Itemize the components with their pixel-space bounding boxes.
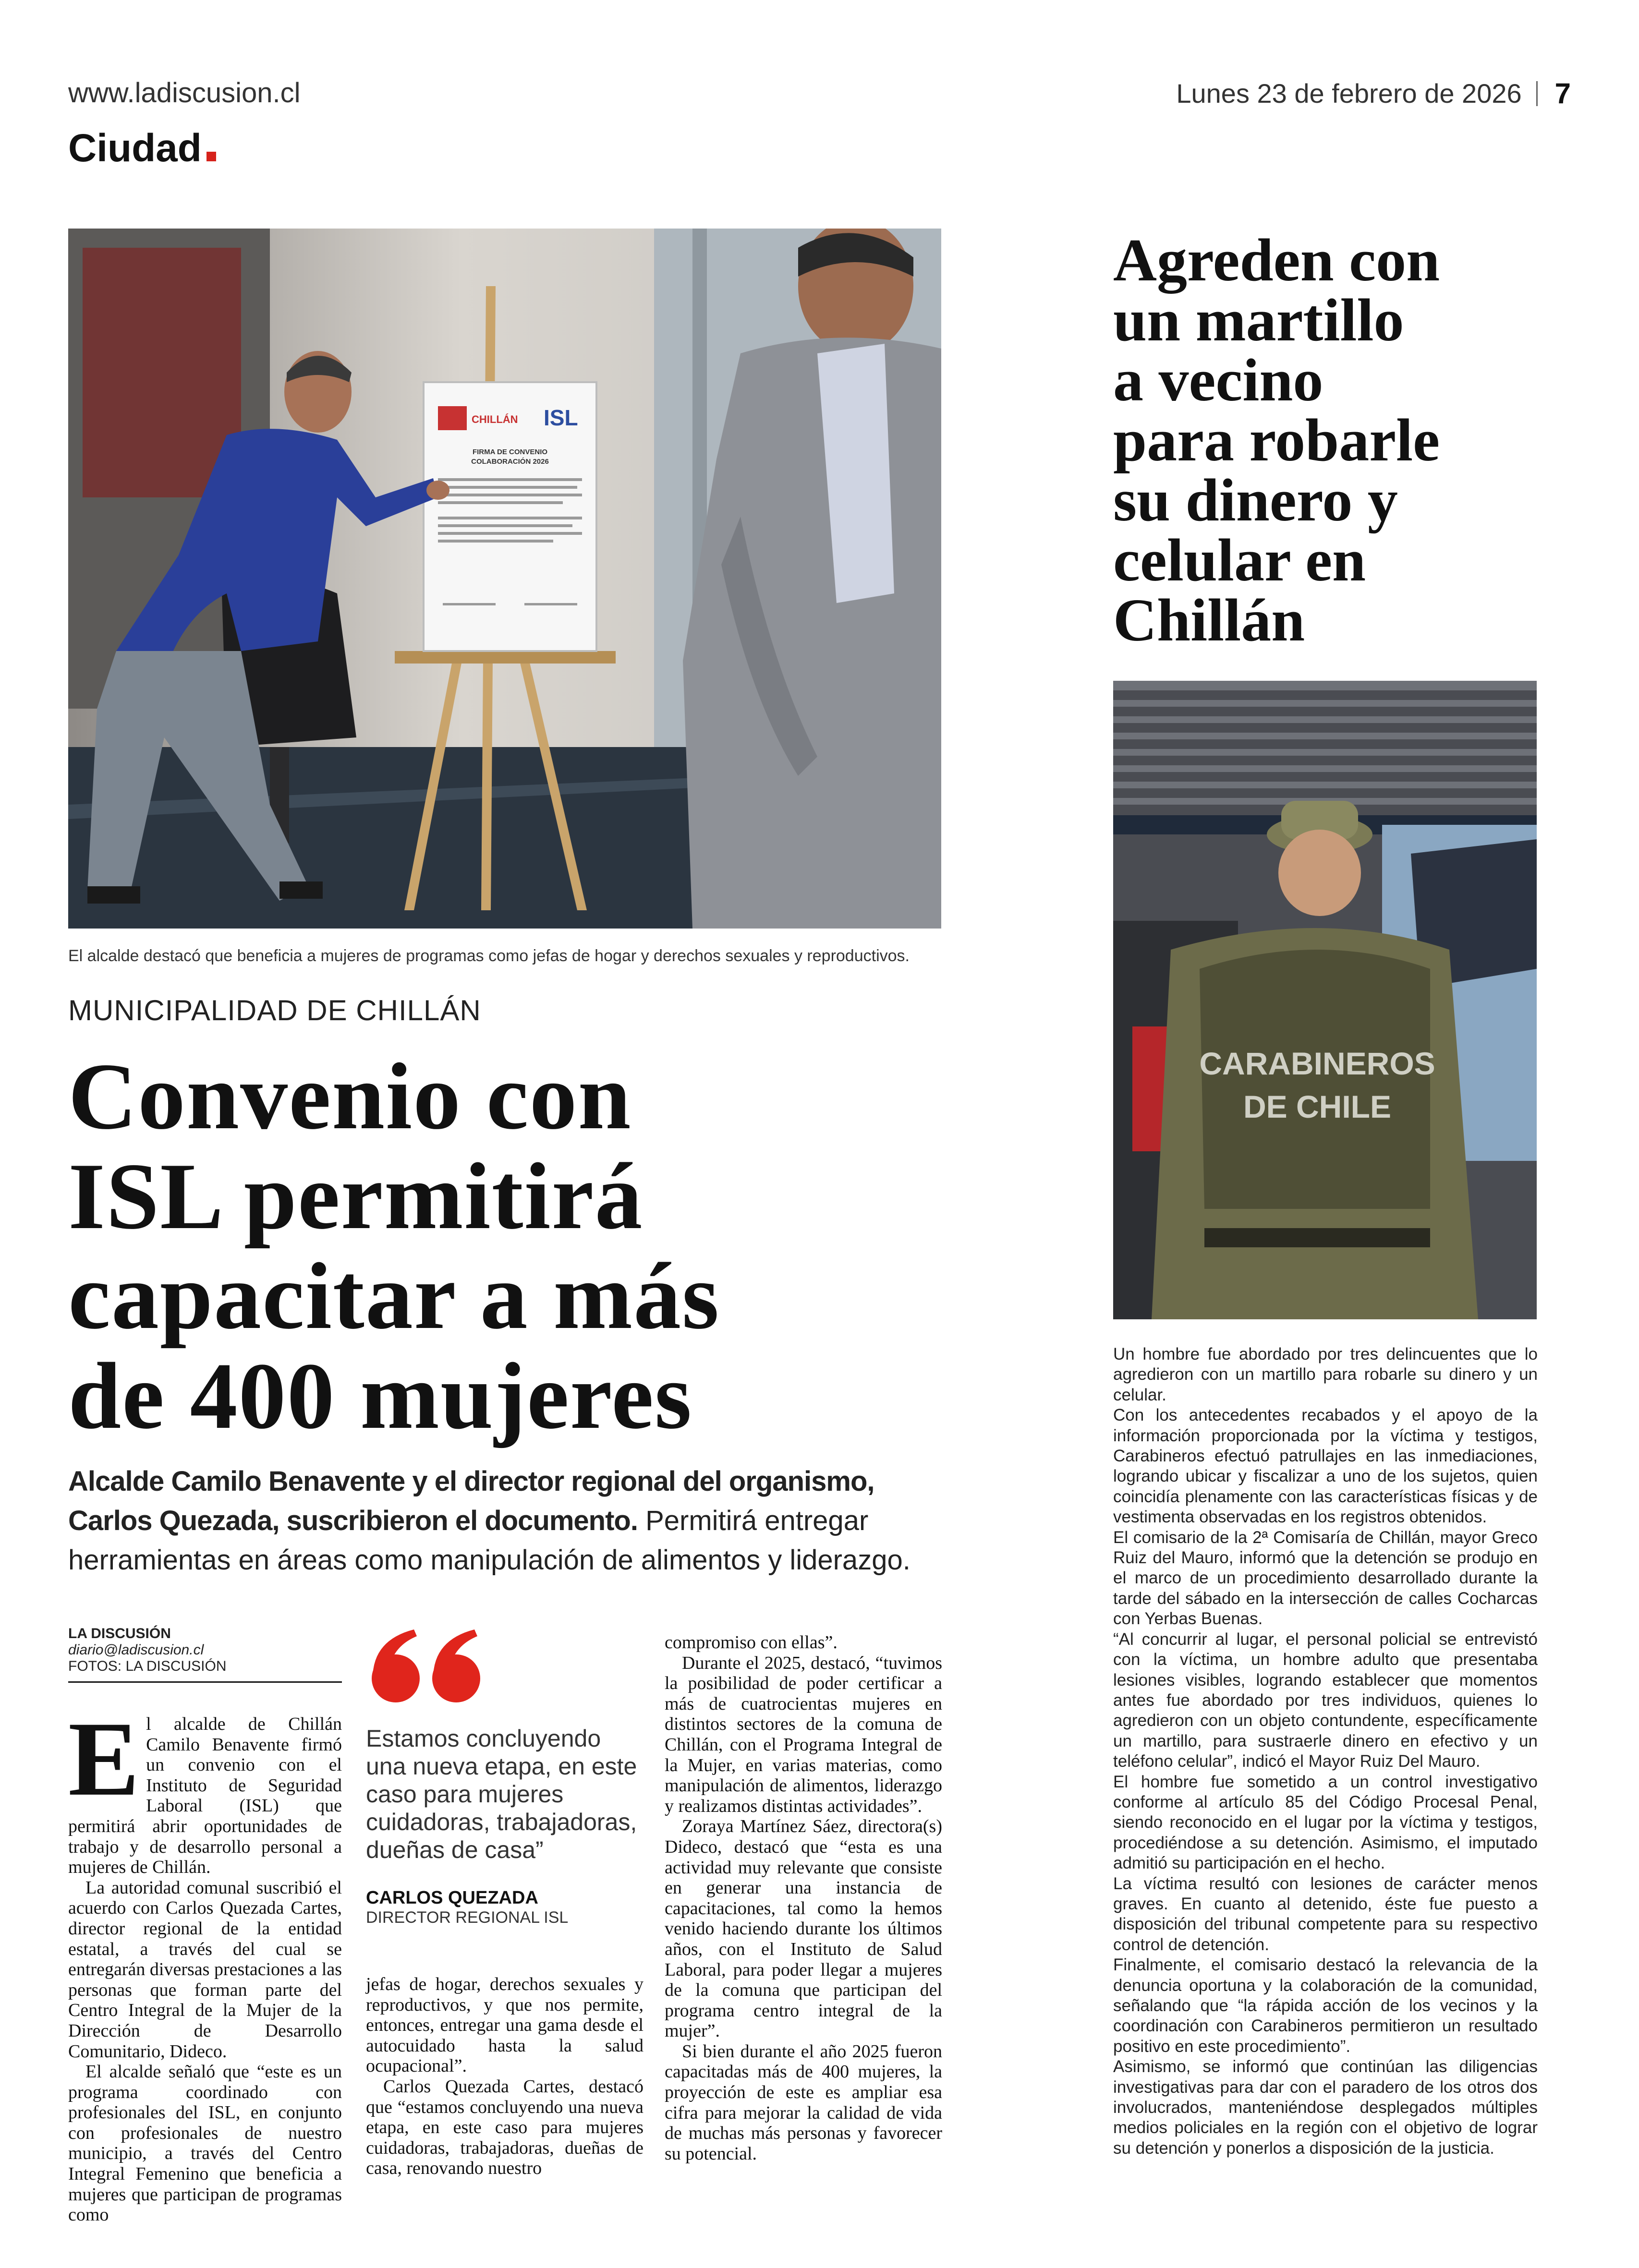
pull-quote [366, 1626, 643, 1927]
side-photo [1113, 681, 1537, 1319]
sign-title-1: FIRMA DE CONVENIO [472, 448, 548, 456]
side-headline-line: celular en [1113, 527, 1366, 594]
section-accent-dot [206, 152, 216, 161]
drop-cap: E [68, 1700, 140, 1818]
paragraph: La autoridad comunal suscribió el acuerdo con Carlos Quezada Cartes, director regional de la entidad estatal, a través del cual se entregarán diversas prestaciones a las personas que forman parte del Centro Integral de la Mujer de la Dirección de Desarrollo Comunitario, Dideco. [68, 1877, 342, 2062]
side-headline-line: Agreden con [1113, 227, 1440, 294]
section-label [68, 126, 216, 171]
quote-mark-icon [366, 1626, 491, 1702]
paragraph: El alcalde señaló que “este es un programa coordinado con profesionales del ISL, en conjunto con profesionales de nuestro municipio, a través del Centro Integral Femenino que beneficia a mujeres que participan de programas como [68, 2062, 342, 2225]
issue-date: Lunes 23 de febrero de 2026 [1176, 78, 1522, 109]
sign-title-2: COLABORACIÓN 2026 [471, 458, 549, 466]
article-column-3 [665, 1632, 942, 2164]
main-photo [68, 229, 941, 929]
side-headline-line: Chillán [1113, 587, 1305, 654]
signing-scene [68, 229, 941, 929]
story-kicker: MUNICIPALIDAD DE CHILLÁN [68, 994, 481, 1026]
side-story-body [1113, 1344, 1538, 2159]
main-headline [68, 1044, 933, 1448]
byline-name: LA DISCUSIÓN [68, 1626, 171, 1641]
quote-role: DIRECTOR REGIONAL ISL [366, 1908, 569, 1927]
byline-photos: FOTOS: LA DISCUSIÓN [68, 1658, 227, 1674]
side-headline-line: a vecino [1113, 347, 1323, 414]
side-headline [1113, 227, 1545, 654]
deck-regular: Permitirá entregar herramientas en áreas como manipulación de alimentos y liderazgo. [68, 1505, 911, 1576]
headline-line: Convenio con [68, 1044, 632, 1149]
main-photo-caption: El alcalde destacó que beneficia a mujeres de programas como jefas de hogar y derechos sexuales y reproductivos. [68, 947, 910, 965]
article-column-1 [68, 1700, 342, 2225]
headline-line: ISL permitirá [68, 1144, 643, 1249]
paragraph: Con los antecedentes recabados y el apoyo de la información proporcionada por la víctima y testigos, Carabineros efectuó patrullajes en las inmediaciones, logrando ubicar y fiscalizar a uno de los sujetos, quien coincidía plenamente con las características físicas y de vestimenta observadas en los registros obtenidos. [1113, 1406, 1538, 1527]
byline [68, 1626, 342, 1683]
paragraph: La víctima resultó con lesiones de carácter menos graves. En cuanto al detenido, éste fue puesto a disposición del tribunal competente para su respectivo control de detención. [1113, 1874, 1538, 1954]
sign-logo-left: CHILLÁN [472, 413, 518, 425]
lead-text: l alcalde de Chillán Camilo Benavente firmó un convenio con el Instituto de Seguridad Laboral (ISL) que permitirá abrir oportunidades de trabajo y de desarrollo personal a mujeres de Chillán. [68, 1714, 342, 1878]
side-headline-line: su dinero y [1113, 467, 1398, 534]
paragraph: Finalmente, el comisario destacó la relevancia de la denuncia oportuna y la colaboración de la comunidad, señalando que “la rápida acción de los vecinos y la coordinación con Carabineros permitieron un resultado positivo en este procedimiento”. [1113, 1955, 1538, 2056]
paragraph: Durante el 2025, destacó, “tuvimos la posibilidad de poder certificar a más de cuatrocientas mujeres en distintos sectores de la comuna de Chillán, con el Programa Integral de la Mujer, en varias materias, como manipulación de alimentos, liderazgo y realizamos distintas actividades”. [665, 1653, 942, 1816]
paragraph: Asimismo, se informó que continúan las diligencias investigativas para dar con el paradero de los otros dos involucrados, manteniéndose desplegados múltiples medios policiales en la región con el objetivo de lograr su detención y ponerlos a disposición de la justicia. [1113, 2057, 1538, 2158]
paragraph: Zoraya Martínez Sáez, directora(s) Dideco, destacó que “esta es una actividad muy relevante que consiste en generar una instancia de capacitaciones, tal como la hemos venido haciendo durante los últimos años, con el Instituto de Salud Laboral, para poder llegar a mujeres de la comuna que participan del programa centro integral de la mujer”. [665, 1816, 942, 2041]
site-url[interactable]: www.ladiscusion.cl [68, 77, 301, 109]
paragraph: El comisario de la 2ª Comisaría de Chillán, mayor Greco Ruiz del Mauro, informó que la detención se produjo en el marco de un procedimiento desarrollado durante la tarde del sábado en la intersección de calles Cocharcas con Yerbas Buenas. [1113, 1528, 1538, 1629]
police-officer-scene [1113, 681, 1537, 1319]
page-number: 7 [1554, 77, 1571, 109]
paragraph: Un hombre fue abordado por tres delincuentes que lo agredieron con un martillo para robarle su dinero y un celular. [1113, 1345, 1538, 1404]
quote-author: CARLOS QUEZADA [366, 1888, 538, 1908]
paragraph: Si bien durante el año 2025 fueron capacitadas más de 400 mujeres, la proyección de este es ampliar esa cifra para mejorar la calidad de vida de muchas más personas y favorecer su potencial. [665, 2041, 942, 2164]
byline-email[interactable]: diario@ladiscusion.cl [68, 1642, 204, 1658]
paragraph: Carlos Quezada Cartes, destacó que “estamos concluyendo una nueva etapa, en este caso para mujeres cuidadoras, trabajadoras, dueñas de casa, renovando nuestro [366, 2076, 643, 2179]
side-headline-line: para robarle [1113, 407, 1440, 474]
story-deck [68, 1462, 942, 1580]
paragraph: compromiso con ellas”. [665, 1632, 838, 1653]
headline-line: capacitar a más [68, 1243, 720, 1349]
headline-line: de 400 mujeres [68, 1343, 693, 1448]
paragraph: “Al concurrir al lugar, el personal policial se entrevistó con la víctima, un hombre adulto que presentaba lesiones visibles, logrando establecer que momentos antes fue abordado por tres individuos, quienes lo agredieron con un objeto contundente, específicamente un martillo, para sustraerle dinero en efectivo y un teléfono celular”, indicó el Mayor Ruiz Del Mauro. [1113, 1629, 1538, 1771]
paragraph: El hombre fue sometido a un control investigativo conforme al artículo 85 del Código Procesal Penal, siendo reconocido en el lugar por la víctima y testigos, procediéndose a su detención. Asimismo, el imputado admitió su participación en el hecho. [1113, 1772, 1538, 1873]
header-date-page [1176, 77, 1571, 110]
section-name: Ciudad [68, 126, 202, 170]
quote-text: Estamos concluyendo una nueva etapa, en este caso para mujeres cuidadoras, trabajadoras, dueñas de casa” [366, 1725, 637, 1863]
article-column-2 [366, 1974, 643, 2179]
sign-logo-right: ISL [544, 405, 578, 430]
side-headline-line: un martillo [1113, 287, 1404, 354]
deck-bold: Alcalde Camilo Benavente y el director regional del organismo, Carlos Quezada, suscribieron el documento. [68, 1466, 874, 1536]
lead-paragraph [68, 1700, 342, 1878]
header-divider [1536, 81, 1538, 106]
vest-text-1: CARABINEROS [1199, 1046, 1435, 1081]
paragraph: jefas de hogar, derechos sexuales y reproductivos, y que nos permite, entonces, entregar una gama desde el autocuidado hasta la salud ocupacional”. [366, 1974, 643, 2076]
vest-text-2: DE CHILE [1243, 1089, 1392, 1124]
